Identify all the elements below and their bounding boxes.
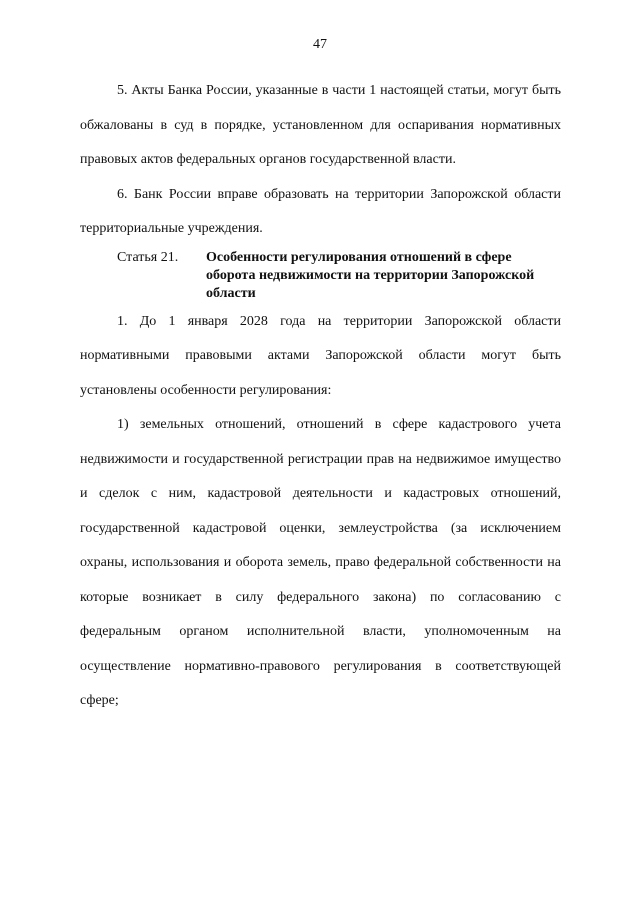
page-number: 47 [313,37,327,52]
paragraph-6: 6. Банк России вправе образовать на территории Запорожской области территориальные учреждения. [80,186,561,236]
paragraph-article-1: 1. До 1 января 2028 года на территории Запорожской области нормативными правовыми актами Запорожской области могут быть установлены особенности регулирования: [80,313,561,398]
document-body [80,74,561,719]
paragraph-5: 5. Акты Банка России, указанные в части 1 настоящей статьи, могут быть обжалованы в суд в порядке, установленном для оспаривания нормативных правовых актов федеральных органов государственной власти. [80,83,561,167]
paragraph-item-1: 1) земельных отношений, отношений в сфере кадастрового учета недвижимости и государственной регистрации прав на недвижимое имущество и сделок с ним, кадастровой деятельности и кадастровых отношений, государственной кадастровой оценки, землеустройства (за исключением охраны, использования и оборота земель, право федеральной собственности на которые возникает в силу федерального закона) по согласованию с федеральным органом исполнительной власти, уполномоченным на осуществление нормативно-правового регулирования в соответствующей сфере; [80,417,561,708]
article-title: Особенности регулирования отношений в сфере оборота недвижимости на территории Запорожской области [206,249,535,301]
article-heading [80,249,561,303]
article-number: Статья 21. [117,249,179,265]
